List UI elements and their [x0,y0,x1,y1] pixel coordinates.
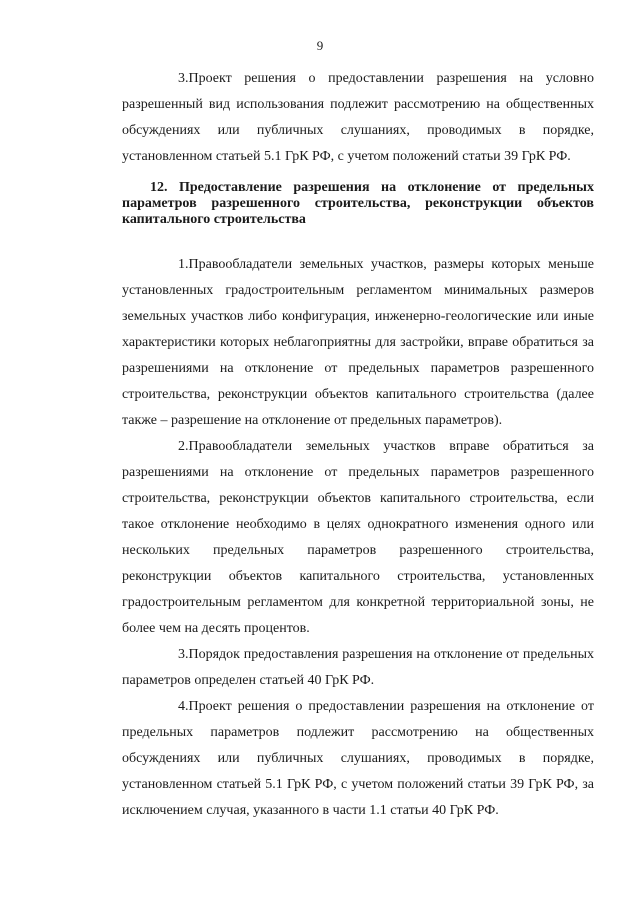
item-text: Правообладатели земельных участков вправе обратиться за разрешениями на отклонение от предельных параметров разрешенного строительства, реконструкции объектов капитального строительства, если такое отклонение необходимо в целях однократного изменения одного или нескольких предельных параметров разрешенного строительства, реконструкции объектов капитального строительства, установленных градостроительным регламентом для конкретной территориальной зоны, не более чем на десять процентов. [122,439,594,636]
item-text: Порядок предоставления разрешения на отклонение от предельных параметров определен статьей 40 ГрК РФ. [122,647,594,688]
page-number: 9 [316,38,324,53]
item-number: 1. [178,257,189,272]
item-text: Проект решения о предоставлении разрешения на отклонение от предельных параметров подлежит рассмотрению на общественных обсуждениях или публичных слушаниях, проводимых в порядке, установленном статьей 5.1 ГрК РФ, с учетом положений статьи 39 ГрК РФ, за исключением случая, указанного в части 1.1 статьи 40 ГрК РФ. [122,699,594,818]
item-number: 2. [178,439,189,454]
paragraph-item-4 [122,694,594,824]
item-number: 3. [178,71,189,86]
item-text: Правообладатели земельных участков, размеры которых меньше установленных градостроительным регламентом минимальных размеров земельных участков либо конфигурация, инженерно-геологические или иные характеристики которых неблагоприятны для застройки, вправе обратиться за разрешениями на отклонение от предельных параметров разрешенного строительства, реконструкции объектов капитального строительства (далее также – разрешение на отклонение от предельных параметров). [122,257,594,428]
item-text: Проект решения о предоставлении разрешения на условно разрешенный вид использования подлежит рассмотрению на общественных обсуждениях или публичных слушаниях, проводимых в порядке, установленном статьей 5.1 ГрК РФ, с учетом положений статьи 39 ГрК РФ. [122,71,594,164]
document-body [122,66,594,824]
paragraph-item-3 [122,642,594,694]
section-heading: 12. Предоставление разрешения на отклонение от предельных параметров разрешенного строительства, реконструкции объектов капитального строительства [122,180,594,227]
item-number: 3. [178,647,189,662]
paragraph-item-2 [122,434,594,642]
paragraph-item-3-prev-section [122,66,594,170]
paragraph-item-1 [122,252,594,434]
item-number: 4. [178,699,189,714]
